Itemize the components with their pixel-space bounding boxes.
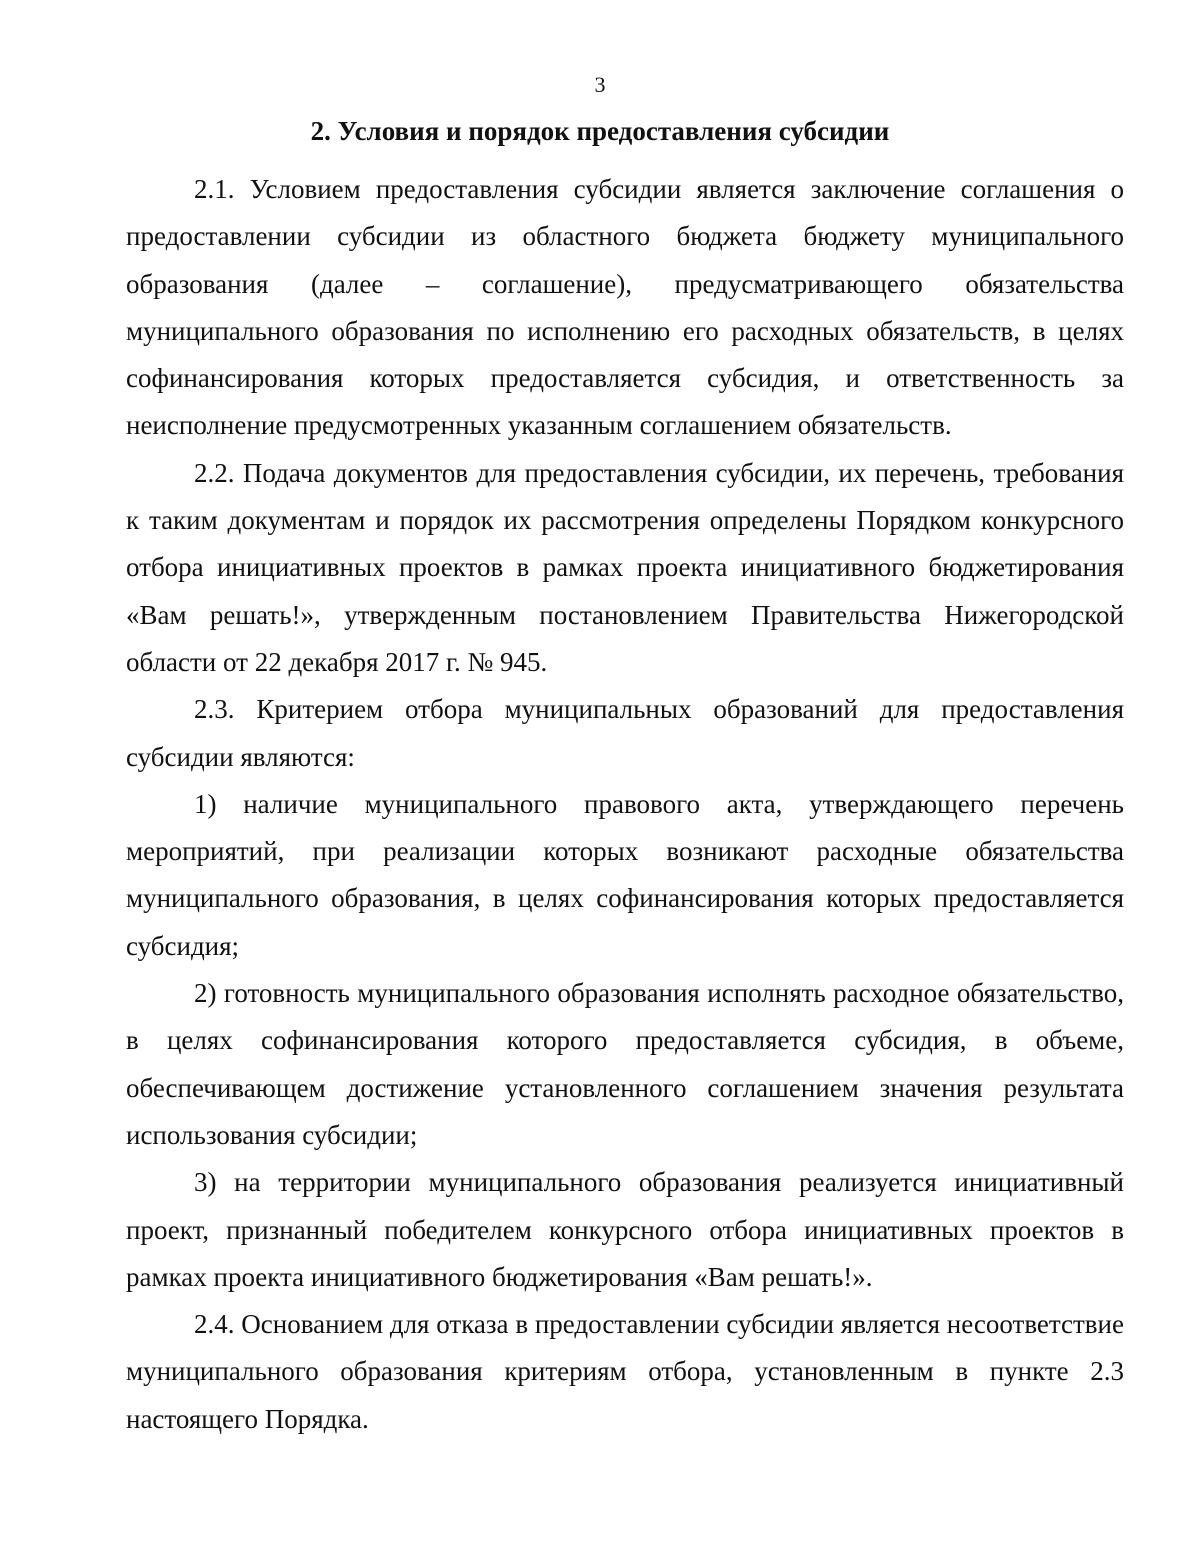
paragraph-2-4: 2.4. Основанием для отказа в предоставлении субсидии является несоответствие муниципального образования критериям отбора, установленным в пункте 2.3 настоящего Порядка. [126, 1309, 1124, 1434]
section-heading: 2. Условия и порядок предоставления субсидии [310, 116, 890, 146]
criterion-2: 2) готовность муниципального образования исполнять расходное обязательство, в целях софинансирования которого предоставляется субсидия, в объеме, обеспечивающем достижение установленного соглашением значения результата использования субсидии; [126, 978, 1124, 1150]
paragraph-2-3: 2.3. Критерием отбора муниципальных образований для предоставления субсидии являются: [126, 694, 1124, 772]
document-body [126, 166, 1124, 1443]
criterion-1: 1) наличие муниципального правового акта, утверждающего перечень мероприятий, при реализации которых возникают расходные обязательства муниципального образования, в целях софинансирования которых предоставляется субсидия; [126, 788, 1124, 961]
paragraph-2-2: 2.2. Подача документов для предоставления субсидии, их перечень, требования к таким документам и порядок их рассмотрения определены Порядком конкурсного отбора инициативных проектов в рамках проекта инициативного бюджетирования «Вам решать!», утвержденным постановлением Правительства Нижегородской области от 22 декабря 2017 г. № 945. [126, 457, 1124, 677]
criterion-3: 3) на территории муниципального образования реализуется инициативный проект, признанный победителем конкурсного отбора инициативных проектов в рамках проекта инициативного бюджетирования «Вам решать!». [126, 1167, 1124, 1292]
page-number: 3 [594, 72, 606, 97]
paragraph-2-1: 2.1. Условием предоставления субсидии является заключение соглашения о предоставлении субсидии из областного бюджета бюджету муниципального образования (далее – соглашение), предусматривающего обязательства муниципального образования по исполнению его расходных обязательств, в целях софинансирования которых предоставляется субсидия, и ответственность за неисполнение предусмотренных указанным соглашением обязательств. [126, 174, 1124, 441]
